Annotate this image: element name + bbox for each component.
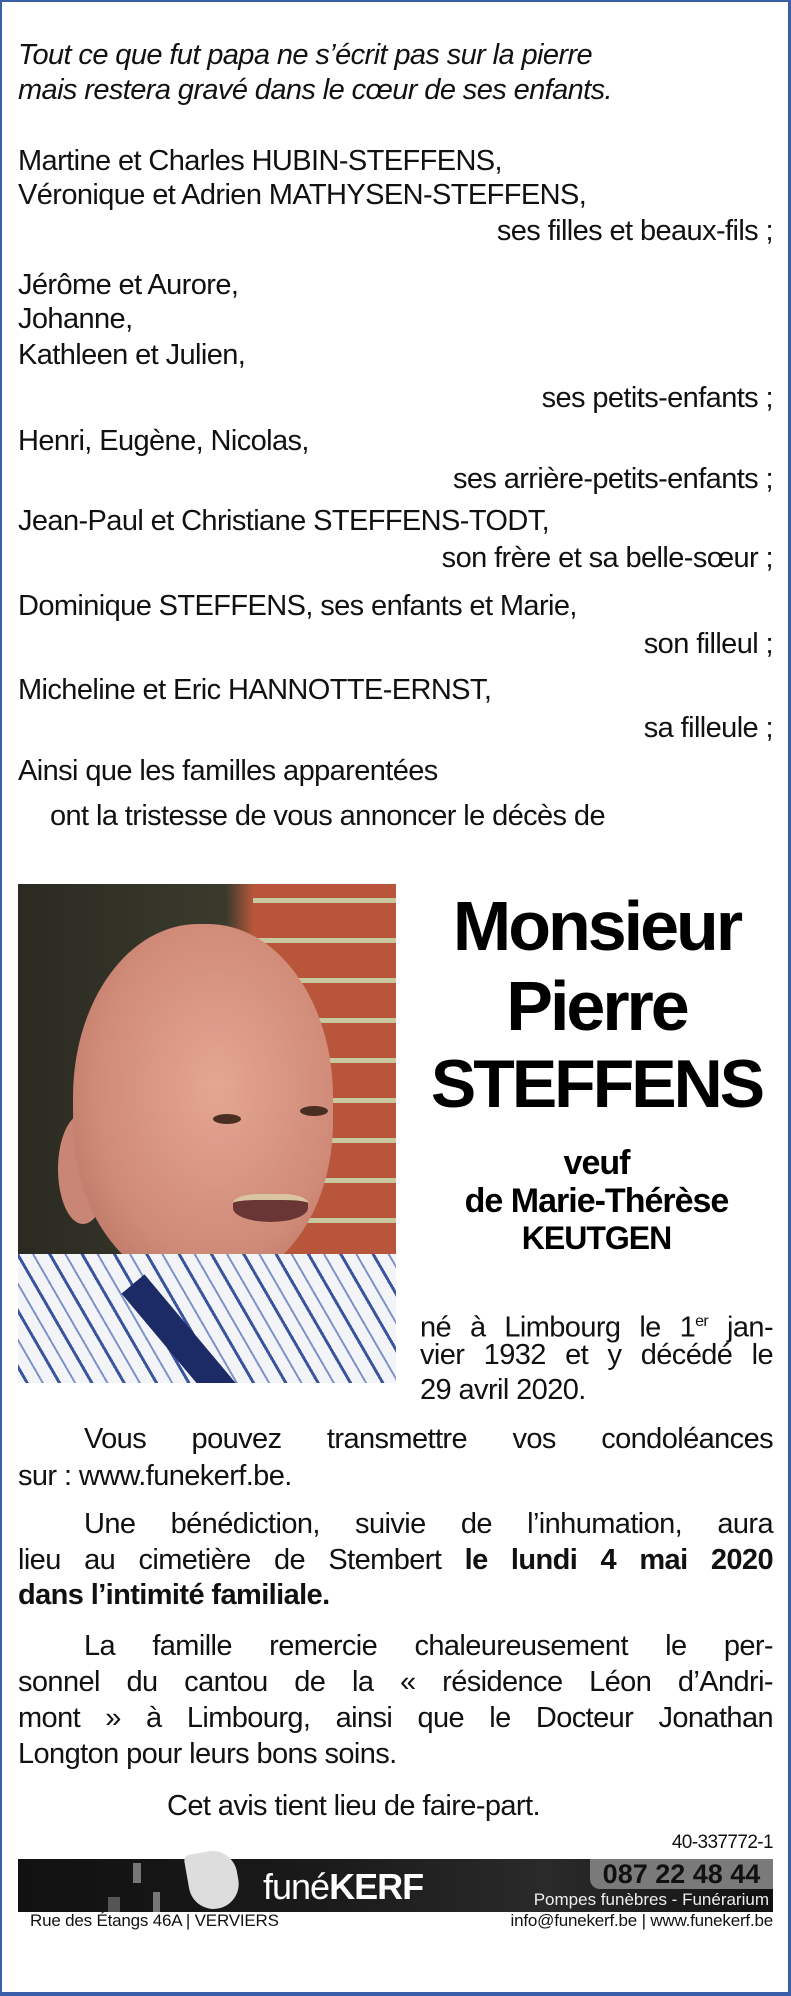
ad-logo: funéKERF: [263, 1866, 424, 1907]
widow-label: veuf: [563, 1144, 630, 1182]
family-line: Dominique STEFFENS, ses enfants et Marie,: [18, 590, 577, 622]
dove-icon: [183, 1847, 242, 1913]
ceremony-line: dans l’intimité familiale.: [18, 1579, 330, 1611]
ad-address: Rue des Étangs 46A | VERVIERS: [30, 1911, 279, 1930]
epigraph-line: Tout ce que fut papa ne s’écrit pas sur la pierre: [18, 39, 593, 71]
family-line: Johanne,: [18, 303, 133, 335]
deceased-last-name: STEFFENS: [430, 1046, 763, 1122]
ceremony-line: lieu au cimetière de Stembert le lundi 4 mai 2020: [18, 1544, 773, 1576]
family-line: ses arrière-petits-enfants ;: [452, 463, 773, 495]
announcement: ont la tristesse de vous annoncer le décès de: [50, 800, 605, 832]
spouse-name: de Marie-Thérèse: [464, 1182, 729, 1220]
funeral-home-ad: [18, 1859, 773, 1912]
reference-number: 40-337772-1: [671, 1832, 773, 1853]
family-line: Ainsi que les familles apparentées: [18, 755, 438, 787]
epigraph-line: mais restera gravé dans le cœur de ses enfants.: [18, 74, 612, 106]
deceased-photo: [18, 884, 396, 1383]
family-line: Kathleen et Julien,: [18, 339, 246, 371]
family-line: Véronique et Adrien MATHYSEN-STEFFENS,: [18, 179, 587, 211]
condolences-link[interactable]: sur : www.funekerf.be.: [18, 1460, 292, 1492]
death-line: 29 avril 2020.: [420, 1374, 586, 1406]
deceased-first-name: Pierre: [506, 967, 687, 1045]
family-line: ses filles et beaux-fils ;: [496, 215, 773, 247]
ad-phone[interactable]: 087 22 48 44: [590, 1859, 773, 1889]
deceased-title: Monsieur: [452, 887, 741, 965]
family-line: Jérôme et Aurore,: [18, 269, 239, 301]
ad-contact[interactable]: info@funekerf.be | www.funekerf.be: [510, 1911, 773, 1930]
thanks-line: mont » à Limbourg, ainsi que le Docteur Jonathan: [18, 1702, 773, 1734]
birth-line: vier 1932 et y décédé le: [420, 1339, 773, 1371]
thanks-line: sonnel du cantou de la « résidence Léon d’Andri-: [18, 1666, 773, 1698]
family-line: Micheline et Eric HANNOTTE-ERNST,: [18, 674, 492, 706]
closing-note: Cet avis tient lieu de faire-part.: [167, 1790, 540, 1822]
family-line: Jean-Paul et Christiane STEFFENS-TODT,: [18, 505, 550, 537]
condolences-line: Vous pouvez transmettre vos condoléances: [84, 1423, 773, 1455]
family-line: son filleul ;: [643, 628, 773, 660]
family-line: Martine et Charles HUBIN-STEFFENS,: [18, 145, 502, 177]
spouse-surname: KEUTGEN: [521, 1220, 672, 1256]
thanks-line: Longton pour leurs bons soins.: [18, 1738, 397, 1770]
thanks-line: La famille remercie chaleureusement le per-: [84, 1630, 773, 1662]
family-line: Henri, Eugène, Nicolas,: [18, 425, 309, 457]
family-line: ses petits-enfants ;: [541, 382, 773, 414]
family-line: son frère et sa belle-sœur ;: [441, 542, 773, 574]
family-line: sa filleule ;: [643, 712, 773, 744]
ceremony-line: Une bénédiction, suivie de l’inhumation, aura: [84, 1508, 773, 1540]
ad-tagline: Pompes funèbres - Funérarium: [533, 1890, 769, 1909]
birth-line: né à Limbourg le 1er jan-: [420, 1311, 773, 1344]
